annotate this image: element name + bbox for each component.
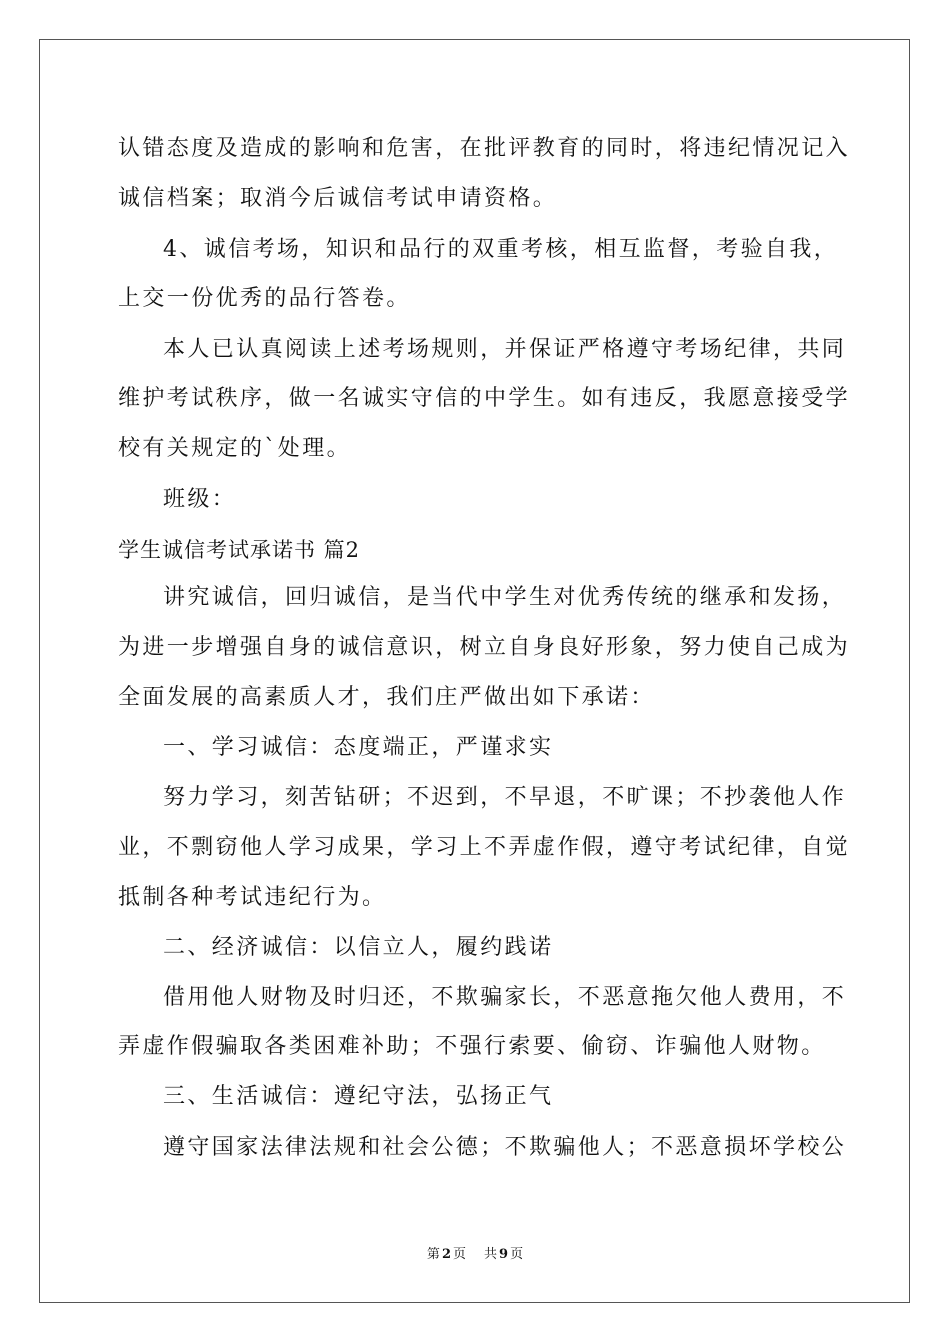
section-heading: 三、生活诚信：遵纪守法，弘扬正气 [163, 1084, 554, 1109]
body-line: 借用他人财物及时归还，不欺骗家长，不恶意拖欠他人费用，不 [163, 985, 847, 1010]
section-heading: 二、经济诚信：以信立人，履约践诺 [163, 935, 554, 960]
body-line: 校有关规定的`处理。 [118, 436, 352, 461]
page-suffix: 页 [452, 1247, 466, 1262]
body-line: 弄虚作假骗取各类困难补助；不强行索要、偷窃、诈骗他人财物。 [118, 1034, 826, 1059]
page-border [39, 39, 910, 1303]
total-suffix: 页 [510, 1247, 524, 1262]
body-line: 努力学习，刻苦钻研；不迟到，不早退，不旷课；不抄袭他人作 [163, 785, 847, 810]
body-line: 抵制各种考试违纪行为。 [118, 885, 387, 910]
section-title: 学生诚信考试承诺书 篇2 [118, 538, 361, 562]
body-line: 维护考试秩序，做一名诚实守信的中学生。如有违反，我愿意接受学 [118, 386, 851, 411]
body-line: 认错态度及造成的影响和危害，在批评教育的同时，将违纪情况记入 [118, 136, 851, 161]
total-pages: 9 [499, 1247, 509, 1262]
body-line: 班级： [163, 487, 237, 512]
body-line: 业，不剽窃他人学习成果，学习上不弄虚作假，遵守考试纪律，自觉 [118, 835, 851, 860]
body-line: 讲究诚信，回归诚信，是当代中学生对优秀传统的继承和发扬， [163, 585, 847, 610]
body-line: 为进一步增强自身的诚信意识，树立自身良好形象，努力使自己成为 [118, 635, 851, 660]
page-prefix: 第 [426, 1247, 440, 1262]
body-line: 遵守国家法律法规和社会公德；不欺骗他人；不恶意损坏学校公 [163, 1135, 847, 1160]
page-footer [0, 1246, 950, 1264]
body-line: 诚信档案；取消今后诚信考试申请资格。 [118, 186, 558, 211]
total-prefix: 共 [484, 1247, 498, 1262]
section-heading: 一、学习诚信：态度端正，严谨求实 [163, 735, 554, 760]
body-line: 上交一份优秀的品行答卷。 [118, 286, 411, 311]
page-number: 2 [441, 1247, 451, 1262]
body-line: 全面发展的高素质人才，我们庄严做出如下承诺： [118, 685, 655, 710]
body-line: 本人已认真阅读上述考场规则，并保证严格遵守考场纪律，共同 [163, 337, 847, 362]
body-line: 4、诚信考场，知识和品行的双重考核，相互监督，考验自我， [163, 237, 839, 262]
